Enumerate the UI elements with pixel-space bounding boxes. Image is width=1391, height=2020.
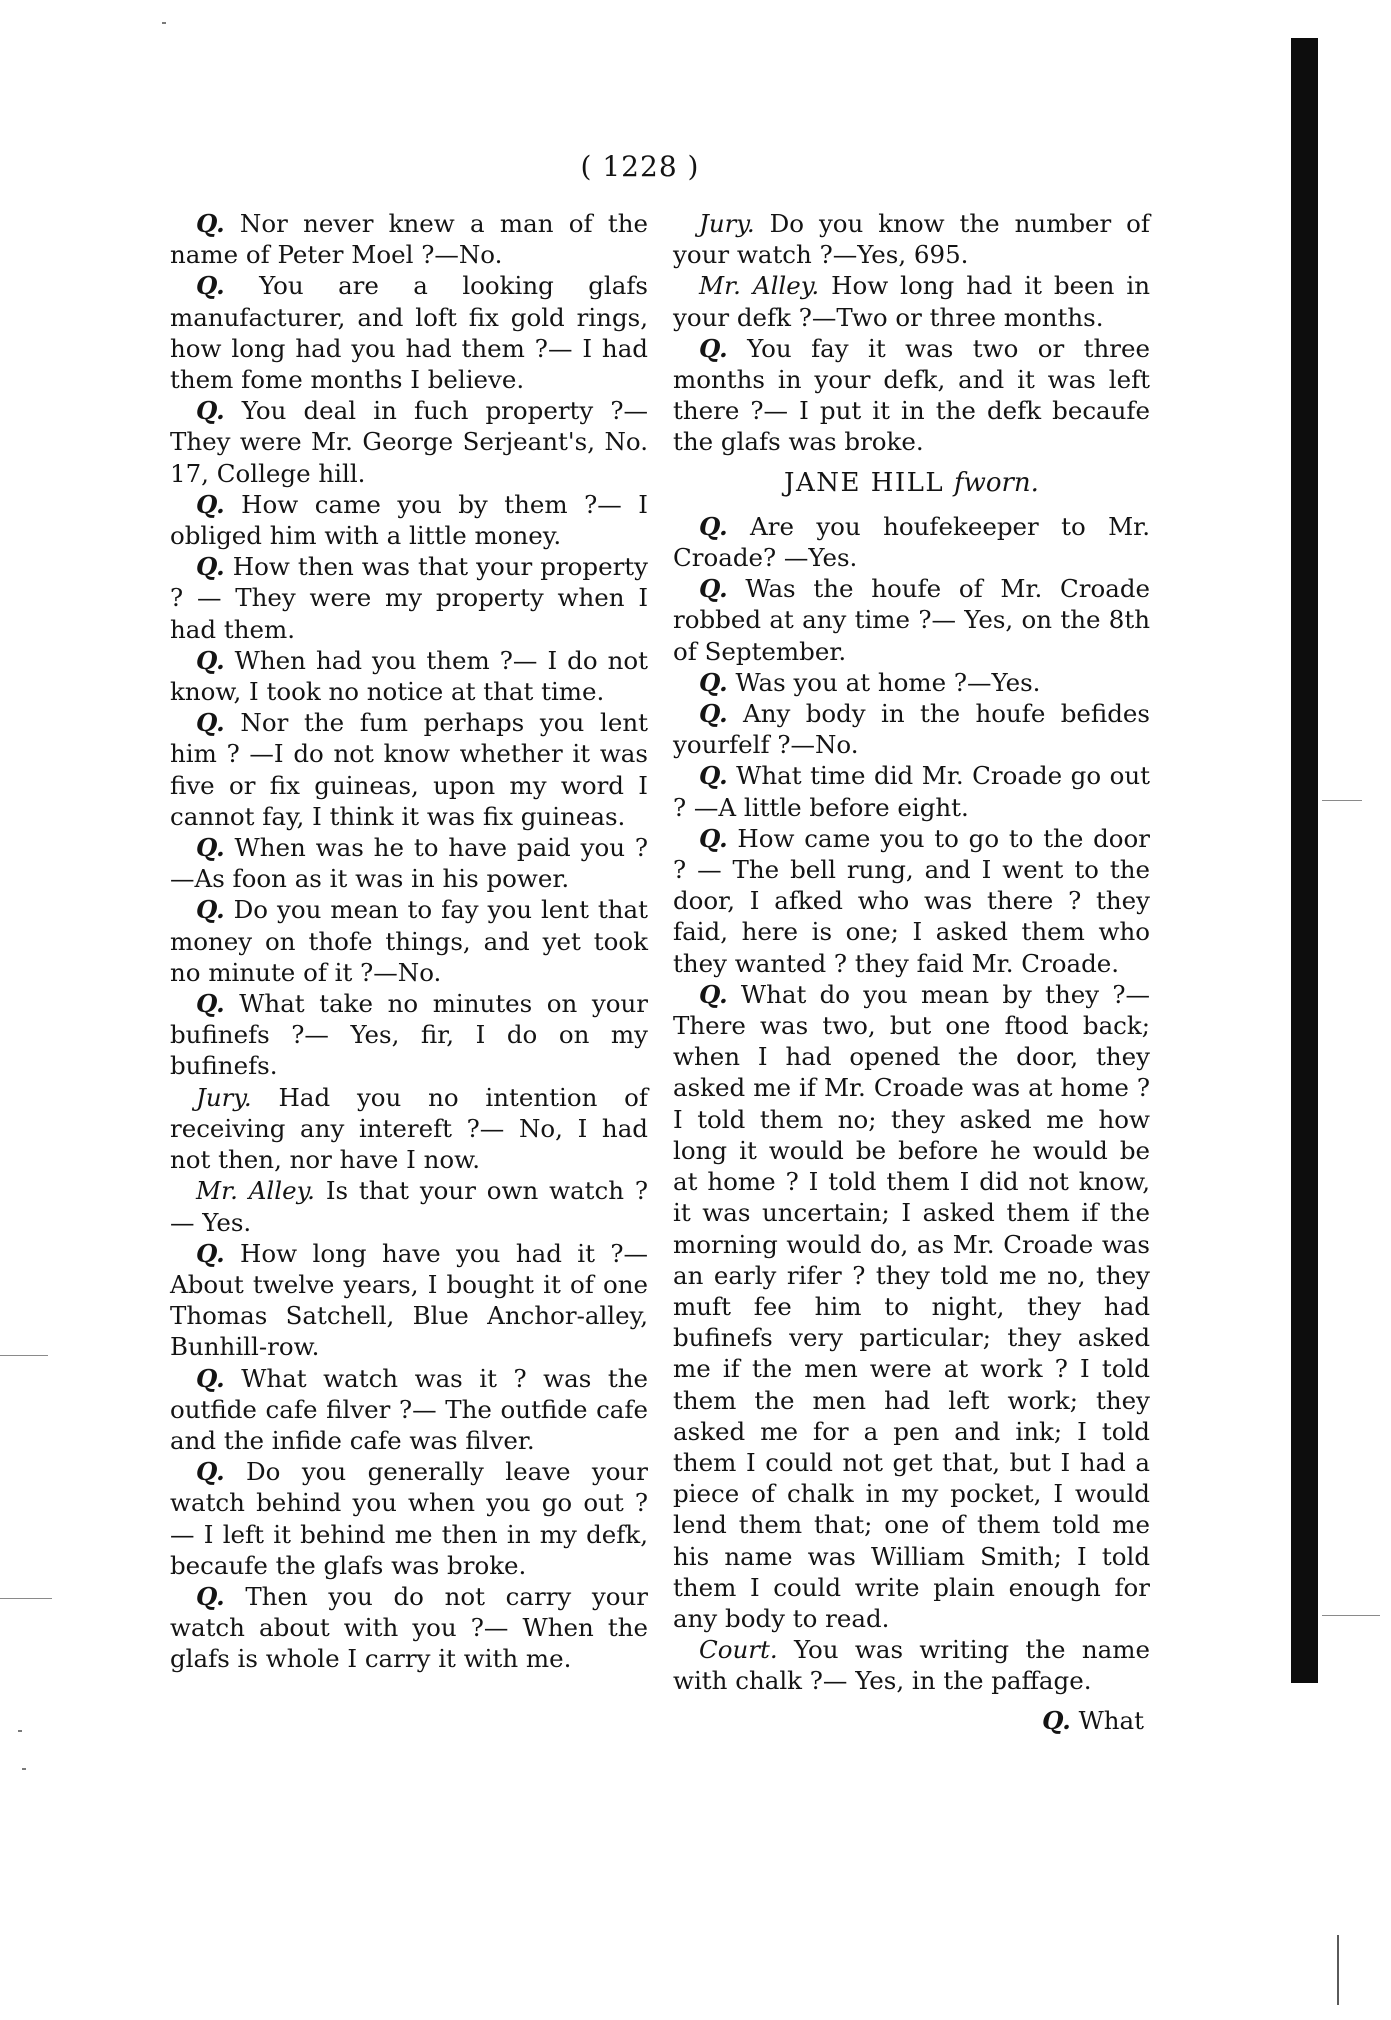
question-marker: Q. [196,1457,225,1487]
margin-mark [1337,1935,1339,2005]
paragraph-text: You was writing the name with chalk ?— Yes, in the paffage. [673,1635,1150,1696]
question-marker: Q. [699,511,728,541]
margin-mark [1322,1615,1380,1616]
witness-heading [673,468,1150,499]
paragraph [673,823,1150,979]
paragraph-text: You deal in fuch property ?— They were Mr. George Serjeant's, No. 17, College hill. [170,396,648,488]
question-marker: Q. [196,209,225,238]
paragraph [673,333,1150,458]
question-marker: Q. [699,667,728,697]
paragraph [673,979,1150,1634]
paragraph-text: Are you houfekeeper to Mr. Croade? —Yes. [673,511,1150,573]
speaker-label: Court. [699,1635,778,1665]
catchword-text: What [1070,1705,1144,1735]
paragraph [170,551,648,645]
margin-mark [0,1598,52,1599]
scan-speck [18,1730,22,1732]
paragraph [673,698,1150,760]
question-marker: Q. [196,989,225,1019]
paragraph [170,894,648,988]
question-marker: Q. [699,699,728,729]
paragraph-text: Is that your own watch ?— Yes. [170,1176,649,1237]
paragraph-text: Then you do not carry your watch about with you ?— When the glafs is whole I carry it with me. [170,1581,648,1674]
left-column [170,208,648,1675]
question-marker: Q. [196,489,225,519]
paragraph-text: How came you by them ?— I obliged him with a little money. [170,489,648,551]
speaker-label: Jury. [196,1082,252,1112]
paragraph [170,1238,648,1363]
question-marker: Q. [699,761,728,791]
paragraph [170,270,648,395]
question-marker: Q. [196,271,225,301]
scan-speck [22,1768,26,1770]
question-marker: Q. [699,333,728,363]
page-number: ( 1228 ) [580,150,700,183]
question-marker: Q. [699,979,728,1009]
paragraph [170,707,648,832]
paragraph-text: When had you them ?— I do not know, I took no notice at that time. [170,645,648,707]
paragraph-text: Do you generally leave your watch behind you when you go out ?— I left it behind me then in my defk, becaufe the glafs was broke. [170,1457,648,1580]
binding-shadow [1291,38,1318,1683]
question-marker: Q. [196,1581,225,1611]
paragraph [673,667,1150,698]
question-marker: Q. [196,895,225,925]
paragraph [673,511,1150,573]
paragraph-text: Nor never knew a man of the name of Peter Moel ?—No. [170,209,648,270]
question-marker: Q. [196,396,225,426]
speaker-label: Mr. Alley. [699,271,820,301]
paragraph [170,1581,648,1675]
paragraph-text: Had you no intention of receiving any intereft ?— No, I had not then, nor have I now. [170,1082,648,1175]
catchword [673,1705,1150,1736]
paragraph [673,270,1150,332]
paragraph [170,1456,648,1581]
question-marker: Q. [196,645,225,675]
paragraph-text: You fay it was two or three months in your defk, and it was left there ?— I put it in the defk becaufe the glafs was broke. [673,333,1150,457]
question-marker: Q. [196,552,225,582]
question-marker: Q. [196,833,225,863]
paragraph-text: Do you mean to fay you lent that money on thofe things, and yet took no minute of it ?—No. [170,895,648,987]
paragraph-text: What time did Mr. Croade go out ? —A little before eight. [673,761,1150,822]
paragraph [170,832,648,894]
question-marker: Q. [196,708,225,738]
paragraph [673,1634,1150,1696]
paragraph [673,760,1150,822]
paragraph [170,208,648,270]
speaker-label: Jury. [699,209,755,238]
paragraph-text: Was the houfe of Mr. Croade robbed at any time ?— Yes, on the 8th of September. [673,574,1150,666]
question-marker: Q. [1042,1705,1071,1735]
question-marker: Q. [699,823,728,853]
paragraph [170,1363,648,1457]
witness-name: JANE HILL [784,467,945,498]
question-marker: Q. [196,1363,225,1393]
right-column [673,208,1150,1736]
sworn-label: fworn. [953,467,1039,498]
question-marker: Q. [699,574,728,604]
paragraph [170,395,648,489]
margin-mark [1322,800,1362,801]
paragraph [170,645,648,707]
paragraph [170,988,648,1082]
paragraph-text: What take no minutes on your bufinefs ?— Yes, fir, I do on my bufinefs. [170,989,648,1081]
paragraph-text: What do you mean by they ?— There was two, but one ftood back; when I had opened the door, they asked me if Mr. Croade was at home ? I told them no; they asked me how long it would be before he would be at home ? I told them I did not know, it was uncertain; I asked them if the morning would do, as Mr. Croade was an early rifer ? they told me no, they muft fee him to night, they had bufinefs very particular; they asked me if the men were at work ? I told them the men had left work; they asked me for a pen and ink; I told them I could not get that, but I had a piece of chalk in my pocket, I would lend them that; one of them told me his name was William Smith; I told them I could write plain enough for any body to read. [673,979,1150,1633]
paragraph-text: What watch was it ? was the outfide cafe filver ?— The outfide cafe and the infide cafe was filver. [170,1363,648,1455]
paragraph [170,1175,648,1237]
paragraph-text: You are a looking glafs manufacturer, and loft fix gold rings, how long had you had them ?— I had them fome months I believe. [170,271,648,395]
margin-mark [0,1355,48,1356]
paragraph-text: How came you to go to the door ? — The bell rung, and I went to the door, I afked who was there ? they faid, here is one; I asked them who they wanted ? they faid Mr. Croade. [673,823,1150,978]
paragraph-text: Nor the fum perhaps you lent him ? —I do not know whether it was five or fix guineas, upon my word I cannot fay, I think it was fix guineas. [170,708,648,831]
paragraph-text: When was he to have paid you ? —As foon as it was in his power. [170,833,648,894]
paragraph [170,1082,648,1176]
scan-speck [162,22,166,24]
paragraph-text: Any body in the houfe befides yourfelf ?—No. [673,699,1150,760]
paragraph-text: Do you know the number of your watch ?—Yes, 695. [673,209,1150,270]
paragraph [170,489,648,551]
paragraph-text: How then was that your property ? — They were my property when I had them. [170,552,648,644]
paragraph-text: How long had it been in your defk ?—Two or three months. [673,271,1150,332]
paragraph-text: Was you at home ?—Yes. [727,667,1041,697]
speaker-label: Mr. Alley. [196,1176,315,1206]
paragraph [673,208,1150,270]
paragraph [673,573,1150,667]
paragraph-text: How long have you had it ?— About twelve years, I bought it of one Thomas Satchell, Blue Anchor-alley, Bunhill-row. [170,1238,648,1362]
question-marker: Q. [196,1238,225,1268]
